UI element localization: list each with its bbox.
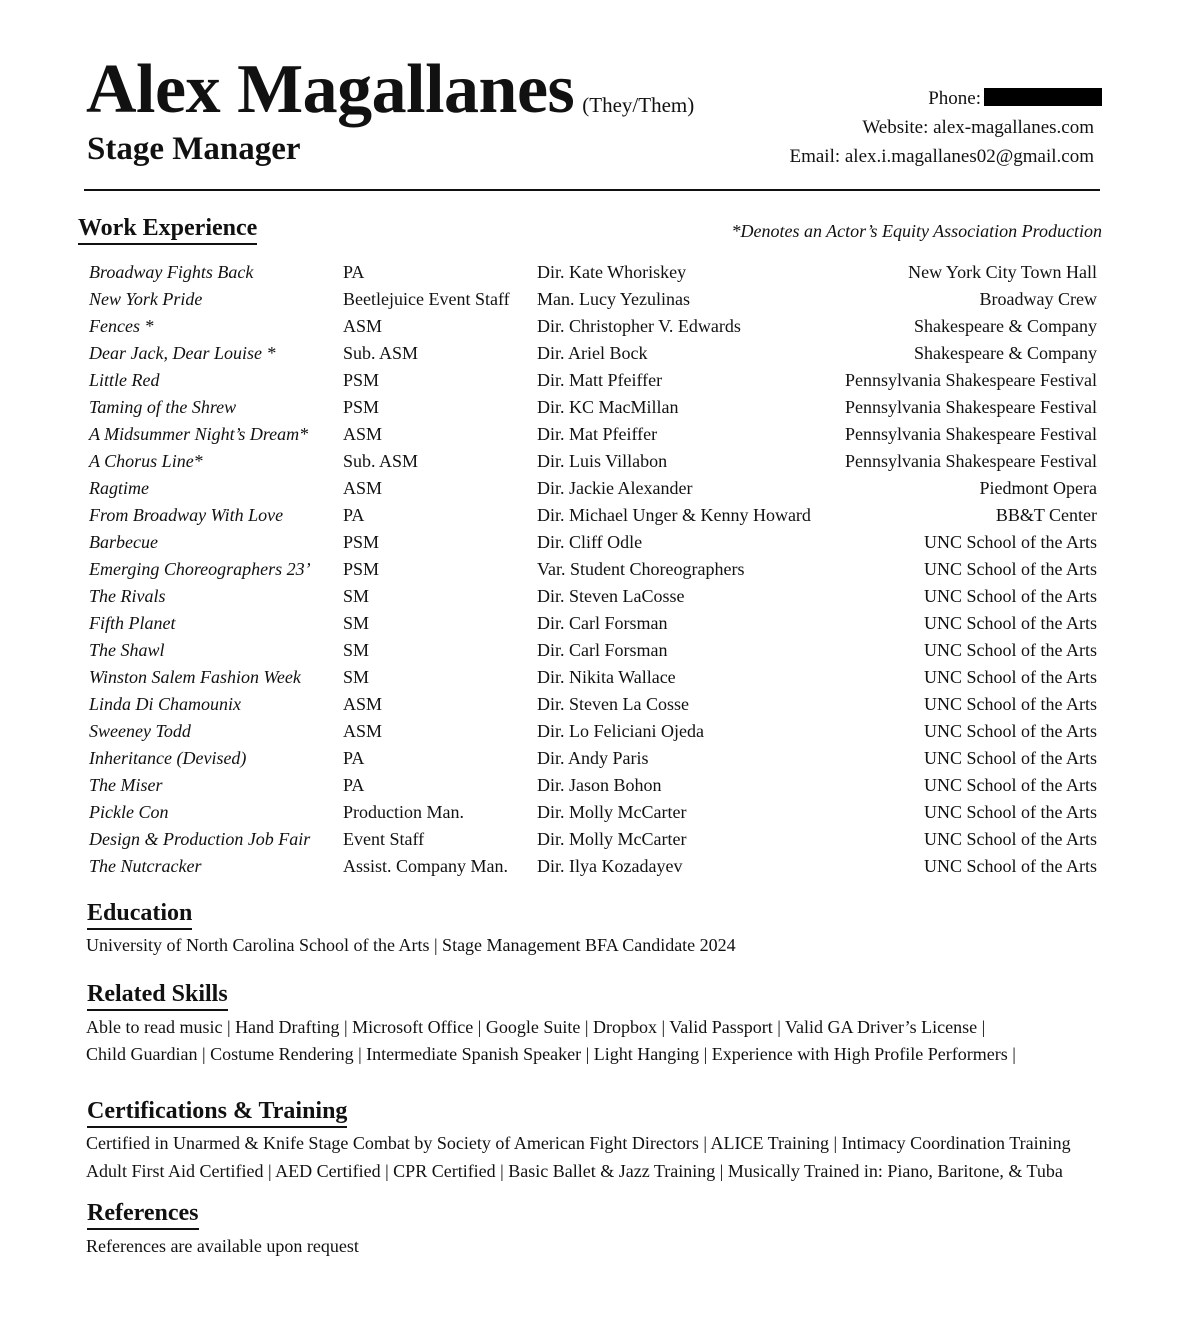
person-name: Alex Magallanes xyxy=(86,51,575,128)
show-title: Ragtime xyxy=(89,478,149,498)
work-experience-heading: Work Experience xyxy=(78,214,257,245)
director: Dir. Carl Forsman xyxy=(537,640,668,660)
position: SM xyxy=(343,586,370,606)
show-title: Emerging Choreographers 23’ xyxy=(89,559,311,579)
director: Var. Student Choreographers xyxy=(537,559,745,579)
related-skills-heading: Related Skills xyxy=(87,980,228,1011)
work-row xyxy=(89,664,1097,691)
venue: Piedmont Opera xyxy=(979,478,1097,498)
venue: Broadway Crew xyxy=(979,289,1097,309)
venue: Shakespeare & Company xyxy=(914,316,1097,336)
work-row xyxy=(89,421,1097,448)
certifications-line: Certified in Unarmed & Knife Stage Combat by Society of American Fight Directors | ALICE Training | Intimacy Coordination Training xyxy=(86,1133,1071,1153)
redacted-phone-bar xyxy=(984,88,1102,106)
position: ASM xyxy=(343,694,383,714)
venue: UNC School of the Arts xyxy=(924,721,1097,741)
show-title: The Miser xyxy=(89,775,163,795)
work-row xyxy=(89,259,1097,286)
show-title: The Nutcracker xyxy=(89,856,202,876)
work-row xyxy=(89,502,1097,529)
work-row xyxy=(89,745,1097,772)
show-title: Design & Production Job Fair xyxy=(89,829,311,849)
venue: UNC School of the Arts xyxy=(924,613,1097,633)
work-experience-table xyxy=(89,259,1097,880)
show-title: Fences * xyxy=(89,316,154,336)
director: Dir. Steven LaCosse xyxy=(537,586,685,606)
show-title: Pickle Con xyxy=(89,802,169,822)
name-line xyxy=(86,50,694,130)
references-text: References are available upon request xyxy=(86,1236,359,1256)
work-row xyxy=(89,772,1097,799)
position: Assist. Company Man. xyxy=(343,856,509,876)
position: PA xyxy=(343,505,365,525)
director: Dir. Molly McCarter xyxy=(537,802,687,822)
venue: Pennsylvania Shakespeare Festival xyxy=(845,424,1097,444)
director: Dir. Andy Paris xyxy=(537,748,649,768)
director: Dir. Matt Pfeiffer xyxy=(537,370,663,390)
show-title: Dear Jack, Dear Louise * xyxy=(89,343,276,363)
position: ASM xyxy=(343,424,383,444)
position: PSM xyxy=(343,397,380,417)
position: PA xyxy=(343,748,365,768)
show-title: Taming of the Shrew xyxy=(89,397,237,417)
position: ASM xyxy=(343,721,383,741)
position: SM xyxy=(343,667,370,687)
position: ASM xyxy=(343,316,383,336)
show-title: Fifth Planet xyxy=(89,613,176,633)
position: SM xyxy=(343,640,370,660)
position: PSM xyxy=(343,559,380,579)
position: PA xyxy=(343,775,365,795)
show-title: The Shawl xyxy=(89,640,165,660)
work-row xyxy=(89,691,1097,718)
director: Dir. Ariel Bock xyxy=(537,343,648,363)
show-title: The Rivals xyxy=(89,586,166,606)
email-link[interactable]: Email: alex.i.magallanes02@gmail.com xyxy=(789,146,1094,167)
contact-block xyxy=(789,84,1094,171)
header-divider xyxy=(84,189,1100,191)
work-row xyxy=(89,529,1097,556)
work-row xyxy=(89,286,1097,313)
work-row xyxy=(89,610,1097,637)
education-text: University of North Carolina School of the Arts | Stage Management BFA Candidate 2024 xyxy=(86,935,736,955)
show-title: Little Red xyxy=(89,370,160,390)
work-row xyxy=(89,556,1097,583)
director: Dir. KC MacMillan xyxy=(537,397,679,417)
phone-row xyxy=(789,84,1094,113)
director: Dir. Christopher V. Edwards xyxy=(537,316,741,336)
pronouns: (They/Them) xyxy=(582,93,695,117)
show-title: A Chorus Line* xyxy=(89,451,203,471)
position: Beetlejuice Event Staff xyxy=(343,289,510,309)
work-row xyxy=(89,313,1097,340)
position: Production Man. xyxy=(343,802,464,822)
position: ASM xyxy=(343,478,383,498)
director: Dir. Ilya Kozadayev xyxy=(537,856,683,876)
work-row xyxy=(89,637,1097,664)
director: Dir. Nikita Wallace xyxy=(537,667,676,687)
position: Sub. ASM xyxy=(343,451,419,471)
director: Dir. Jackie Alexander xyxy=(537,478,693,498)
director: Dir. Michael Unger & Kenny Howard xyxy=(537,505,811,525)
show-title: A Midsummer Night’s Dream* xyxy=(89,424,309,444)
job-title: Stage Manager xyxy=(87,131,301,167)
show-title: Barbecue xyxy=(89,532,158,552)
show-title: Linda Di Chamounix xyxy=(89,694,242,714)
work-row xyxy=(89,367,1097,394)
position: Sub. ASM xyxy=(343,343,419,363)
skills-line: Child Guardian | Costume Rendering | Intermediate Spanish Speaker | Light Hanging | Experience with High Profile Performers | xyxy=(86,1044,1016,1064)
work-row xyxy=(89,583,1097,610)
director: Dir. Lo Feliciani Ojeda xyxy=(537,721,704,741)
director: Dir. Carl Forsman xyxy=(537,613,668,633)
show-title: From Broadway With Love xyxy=(89,505,284,525)
position: SM xyxy=(343,613,370,633)
venue: UNC School of the Arts xyxy=(924,532,1097,552)
venue: BB&T Center xyxy=(995,505,1097,525)
work-row xyxy=(89,799,1097,826)
director: Dir. Mat Pfeiffer xyxy=(537,424,658,444)
work-row xyxy=(89,394,1097,421)
work-row xyxy=(89,853,1097,880)
work-row xyxy=(89,448,1097,475)
work-row xyxy=(89,718,1097,745)
director: Dir. Luis Villabon xyxy=(537,451,668,471)
director: Dir. Cliff Odle xyxy=(537,532,643,552)
position: PSM xyxy=(343,532,380,552)
work-row xyxy=(89,475,1097,502)
venue: New York City Town Hall xyxy=(908,262,1097,282)
work-row xyxy=(89,826,1097,853)
show-title: New York Pride xyxy=(89,289,203,309)
venue: UNC School of the Arts xyxy=(924,694,1097,714)
position: Event Staff xyxy=(343,829,425,849)
director: Dir. Steven La Cosse xyxy=(537,694,689,714)
venue: UNC School of the Arts xyxy=(924,775,1097,795)
show-title: Sweeney Todd xyxy=(89,721,191,741)
venue: UNC School of the Arts xyxy=(924,748,1097,768)
venue: Pennsylvania Shakespeare Festival xyxy=(845,370,1097,390)
website-link[interactable]: Website: alex-magallanes.com xyxy=(862,117,1094,138)
director: Dir. Molly McCarter xyxy=(537,829,687,849)
venue: UNC School of the Arts xyxy=(924,829,1097,849)
venue: Shakespeare & Company xyxy=(914,343,1097,363)
work-row xyxy=(89,340,1097,367)
skills-line: Able to read music | Hand Drafting | Microsoft Office | Google Suite | Dropbox | Valid Passport | Valid GA Driver’s License | xyxy=(86,1017,986,1037)
show-title: Broadway Fights Back xyxy=(89,262,254,282)
venue: UNC School of the Arts xyxy=(924,640,1097,660)
phone-label: Phone: xyxy=(928,88,981,109)
certifications-line: Adult First Aid Certified | AED Certified | CPR Certified | Basic Ballet & Jazz Training | Musically Trained in: Piano, Baritone, & Tuba xyxy=(86,1161,1063,1181)
certifications-heading: Certifications & Training xyxy=(87,1097,347,1128)
equity-note: *Denotes an Actor’s Equity Association Production xyxy=(731,221,1102,241)
show-title: Inheritance (Devised) xyxy=(89,748,247,768)
venue: UNC School of the Arts xyxy=(924,856,1097,876)
venue: Pennsylvania Shakespeare Festival xyxy=(845,451,1097,471)
references-heading: References xyxy=(87,1199,199,1230)
director: Man. Lucy Yezulinas xyxy=(537,289,690,309)
venue: UNC School of the Arts xyxy=(924,802,1097,822)
director: Dir. Kate Whoriskey xyxy=(537,262,687,282)
position: PA xyxy=(343,262,365,282)
director: Dir. Jason Bohon xyxy=(537,775,662,795)
education-heading: Education xyxy=(87,899,192,930)
position: PSM xyxy=(343,370,380,390)
venue: UNC School of the Arts xyxy=(924,586,1097,606)
venue: UNC School of the Arts xyxy=(924,559,1097,579)
venue: UNC School of the Arts xyxy=(924,667,1097,687)
show-title: Winston Salem Fashion Week xyxy=(89,667,301,687)
venue: Pennsylvania Shakespeare Festival xyxy=(845,397,1097,417)
